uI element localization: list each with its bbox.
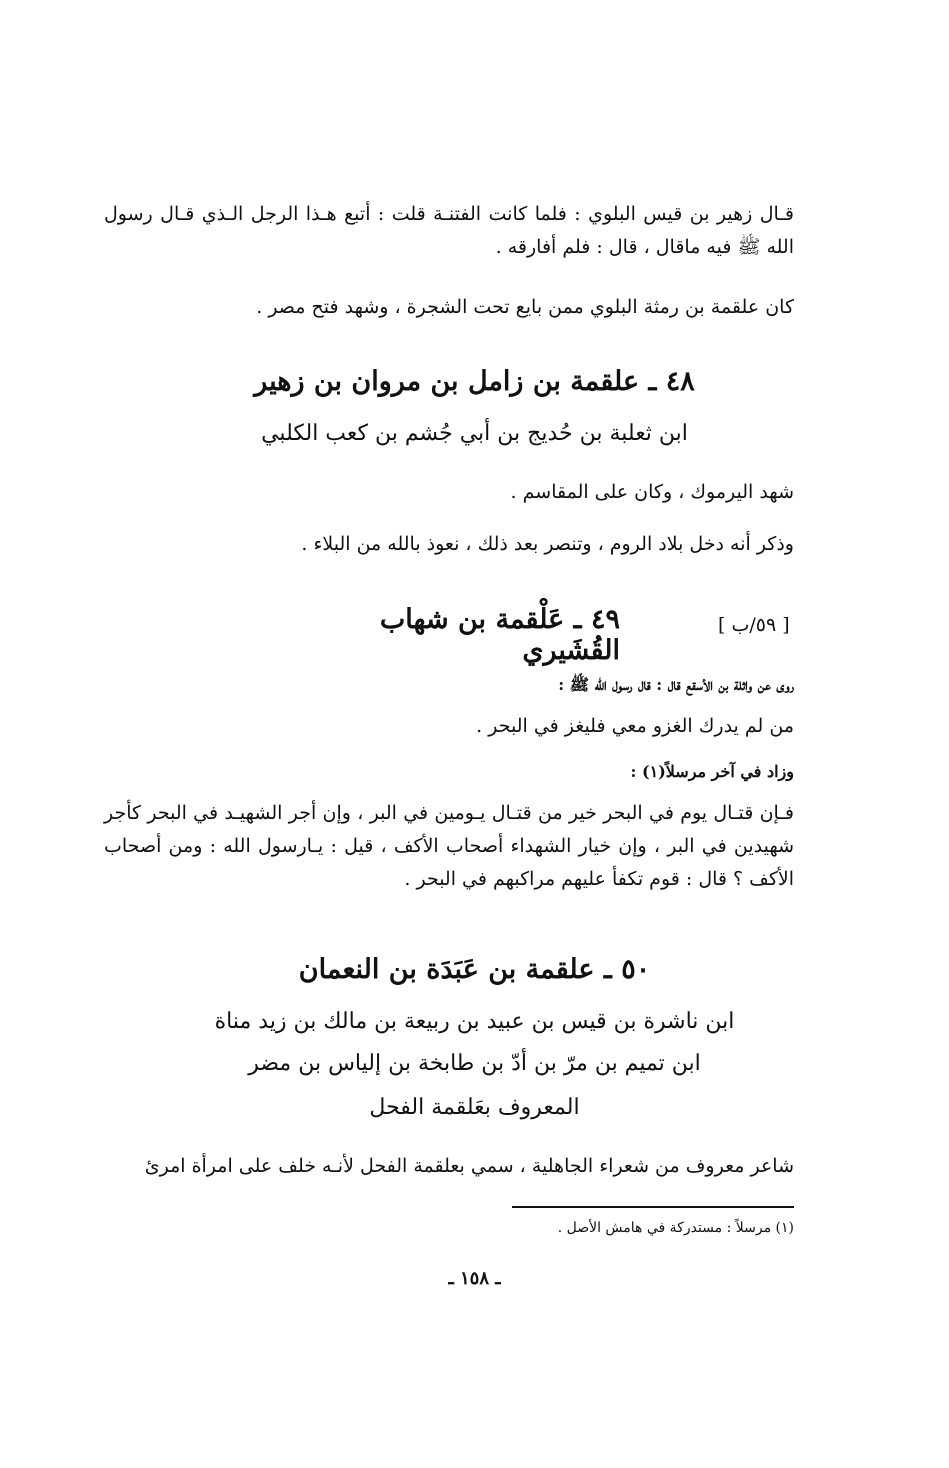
paragraph-alqama-ramtha-text: كان علقمة بن رمثة البلوي ممن بايع تحت الشجرة ، وشهد فتح مصر . (256, 296, 794, 318)
entry-48-paragraph-1-text: شهد اليرموك ، وكان على المقاسم . (510, 481, 794, 503)
entry-49-narration-text: روى عن واثلة بن الأسقع قال : قال رسول الله ﷺ : (558, 675, 794, 694)
paragraph-alqama-ramtha (104, 291, 794, 324)
entry-49-paragraph-long-text: فـإن قتـال يوم في البحر خير من قتـال يـومين في البر ، وإن أجر الشهيـد في البحر كأجر شهيدين في البر ، وإن خيار الشهداء أصحاب الأكف ، قيل : يـارسول الله : ومن أصحاب الأكف ؟ قال : قوم تكفأ عليهم مراكبهم في البحر . (104, 802, 794, 890)
entry-49-paragraph-long (104, 797, 794, 896)
entry-48-title: ٤٨ ـ علقمة بن زامل بن مروان بن زهير (254, 366, 695, 397)
entry-50-title: ٥٠ ـ علقمة بن عَبَدَة بن النعمان (298, 954, 651, 985)
entry-49-hadith-text: من لم يدرك الغزو معي فليغز في البحر . (476, 715, 794, 737)
entry-50-line-1: ابن ناشرة بن قيس بن عبيد بن ربيعة بن مالك بن زيد مناة (214, 1009, 735, 1034)
entry-49-addition-text: وزاد في آخر مرسلاً(١) : (630, 762, 794, 781)
entry-48-paragraph-2 (104, 528, 794, 561)
paragraph-zuhair-text: قـال زهير بن قيس البلوي : فلما كانت الفتنـة قلت : أتبع هـذا الرجل الـذي قـال رسول الله ﷺ فيه ماقال ، قال : فلم أفارقه . (104, 203, 794, 258)
entry-48-subtitle: ابن ثعلبة بن حُديج بن أبي جُشم بن كعب الكلبي (261, 421, 688, 446)
entry-50-line-2: ابن تميم بن مرّ بن أدّ بن طابخة بن إلياس بن مضر (248, 1051, 701, 1076)
entry-50-line-3: المعروف بعَلقمة الفحل (369, 1095, 580, 1120)
footnote-divider (512, 1206, 794, 1208)
folio-marker: [ ٥٩/ب ] (718, 614, 790, 636)
entry-49-addition (104, 757, 794, 787)
page-number: ـ ١٥٨ ـ (448, 1268, 501, 1289)
entry-49-hadith (104, 710, 794, 743)
paragraph-zuhair (104, 198, 794, 264)
entry-49-narration (104, 670, 794, 700)
entry-50-paragraph-1 (104, 1150, 794, 1183)
footnote: (١) مرسلاً : مستدركة في هامش الأصل . (557, 1220, 794, 1236)
entry-48-paragraph-1 (104, 476, 794, 509)
entry-50-paragraph-1-text: شاعر معروف من شعراء الجاهلية ، سمي بعلقمة الفحل لأنـه خلف على امرأة امرئ (144, 1155, 794, 1177)
entry-49-title: ٤٩ ـ عَلْقمة بن شهاب القُشَيري (379, 604, 620, 666)
entry-48-paragraph-2-text: وذكر أنه دخل بلاد الروم ، وتنصر بعد ذلك ، نعوذ بالله من البلاء . (301, 533, 794, 555)
